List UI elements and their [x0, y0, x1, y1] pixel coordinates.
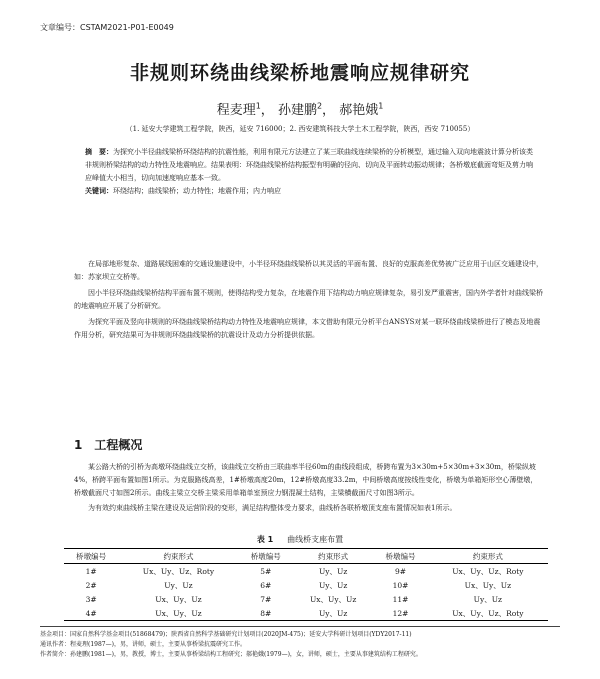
keywords: [85, 185, 535, 198]
author-name: 郝艳娥: [339, 103, 379, 118]
intro-paragraph: 在局部地形复杂、道路展线困难的交通设施建设中，小半径环绕曲线梁桥以其灵活的平面布置、良好的克服高差优势被广泛应用于山区交通建设中，如：苏家坝立交桥等。: [74, 260, 543, 281]
abstract-paragraph: [85, 146, 535, 185]
intro-paragraph: 为探究平面及竖向非规则的环绕曲线梁桥结构动力特性及地震响应规律，本文借助有限元分析平台ANSYS对某一联环绕曲线梁桥进行了模态及地震作用分析，研究结果可为非规则环绕曲线梁桥的抗震设计及动力分析提供依据。: [74, 318, 541, 339]
intro-paragraph: 因小半径环绕曲线梁桥结构平面布置不规则，使得结构受力复杂，在地震作用下结构动力响应规律复杂，易引发严重震害，国内外学者针对曲线梁桥的地震响应开展了分析研究。: [74, 289, 543, 310]
footnotes: [40, 626, 560, 660]
table-row: [64, 578, 548, 592]
column-header: 桥墩编号: [76, 551, 107, 561]
keywords-label: 关键词：: [85, 187, 113, 195]
table-cell: Ux、Uy、Uz: [309, 594, 357, 604]
table-caption: [0, 534, 600, 545]
table-cell: 12#: [392, 608, 409, 618]
author-name: 程麦理: [216, 103, 256, 118]
footnote-corresponding: 通讯作者：程麦理(1987—)，男，讲师，硕士，主要从事桥梁抗震研究工作。: [40, 641, 246, 648]
column-header: 约束形式: [318, 551, 349, 561]
table-cell: Uy、Uz: [318, 580, 348, 590]
table-cell: 6#: [260, 580, 272, 590]
abstract-label: 摘 要：: [85, 148, 113, 156]
abstract: [85, 146, 535, 198]
table-cell: 1#: [85, 566, 97, 576]
table-cell: 2#: [85, 580, 97, 590]
table-cell: 4#: [85, 608, 97, 618]
table-caption-text: 曲线桥支座布置: [287, 535, 344, 544]
author-line: 程麦理$^1$， 孙建鹏$^2$， 郝艳娥$^1$: [216, 101, 384, 118]
column-header: 桥墩编号: [250, 551, 281, 561]
section-paragraph: 为有效约束曲线桥主梁在建设及运营阶段的变形，满足结构整体受力要求，曲线桥各联桥墩顶支座布置情况如表1所示。: [88, 504, 457, 512]
table-cell: Ux、Uy、Uz、Roty: [452, 608, 524, 618]
table-cell: Ux、Uy、Uz、Roty: [142, 566, 215, 576]
column-header: 约束形式: [472, 551, 503, 561]
table-cell: 3#: [85, 594, 97, 604]
table-number: 表 1: [256, 535, 274, 544]
section-number: 1: [74, 438, 83, 452]
table-cell: Uy、Uz: [473, 594, 503, 604]
table-cell: 8#: [260, 608, 272, 618]
table-cell: 9#: [395, 566, 407, 576]
table-row: [64, 606, 548, 621]
table-header-row: [64, 549, 548, 564]
introduction: [74, 258, 544, 342]
table-cell: Ux、Uy、Uz: [464, 580, 512, 590]
table-cell: 7#: [260, 594, 272, 604]
abstract-text: 为探究小半径曲线梁桥环绕结构的抗震性能，利用有限元方法建立了某三联曲线连续梁桥的分析模型，通过输入双向地震波计算分析该类非规则桥梁结构的动力特性及地震响应。结果表明：环绕曲线梁桥结构振型有明确的径向、切向及平面转动振动规律；各桥墩底截面弯矩及剪力响应峰值大小相当，切向加速度响应基本一致。: [85, 148, 533, 182]
column-header: 约束形式: [163, 551, 194, 561]
table-cell: 5#: [260, 566, 272, 576]
table-row: [64, 564, 548, 579]
author-affil-mark: 1: [255, 101, 261, 111]
section-body: [74, 461, 544, 515]
affiliation: （1. 延安大学建筑工程学院，陕西，延安 716000；2. 西安建筑科技大学土木工程学院，陕西，西安 710055）: [125, 125, 475, 133]
table-cell: 11#: [392, 594, 409, 604]
paper-title: 非规则环绕曲线梁桥地震响应规律研究: [129, 62, 470, 84]
section-paragraph: 某公路大桥的引桥为高墩环绕曲线立交桥，该曲线立交桥由三联曲率半径60m的曲线段组成，桥跨布置为3×30m+5×30m+3×30m，桥梁纵坡4%，桥跨平面布置如图1所示。为克服路线高差，1#桥墩高度20m，12#桥墩高度33.2m，中间桥墩高度按线性变化，桥墩为单箱矩形空心薄壁墩，桥墩截面尺寸如图2所示。曲线主梁立交桥主梁采用单箱单室预应力钢混凝土结构，主梁横截面尺寸如图3所示。: [74, 463, 538, 497]
author-name: 孙建鹏: [277, 103, 317, 118]
bearing-layout-table: [64, 548, 548, 621]
table-cell: Uy、Uz: [318, 608, 348, 618]
table-cell: Uy、Uz: [318, 566, 348, 576]
table-cell: Ux、Uy、Uz、Roty: [452, 566, 524, 576]
table-cell: 10#: [392, 580, 409, 590]
table-cell: Ux、Uy、Uz: [155, 594, 202, 604]
column-header: 桥墩编号: [385, 551, 416, 561]
section-heading: [74, 436, 142, 453]
table-cell: Ux、Uy、Uz: [155, 608, 202, 618]
footnote-funding: 基金项目：国家自然科学基金项目(51868479)；陕西省自然科学基础研究计划项目(2020JM-475)；延安大学科研计划项目(YDY2017-11): [40, 631, 412, 638]
table-row: [64, 592, 548, 606]
author-affil-mark: 2: [316, 101, 323, 111]
footnote-author-bio: 作者简介：孙建鹏(1981—)，男，教授，博士，主要从事桥梁结构工程研究；郝艳娥(1979—)，女，讲师，硕士，主要从事建筑结构工程研究。: [40, 651, 422, 658]
author-affil-mark: 1: [378, 101, 384, 111]
article-number: 文章编号：CSTAM2021-P01-E0049: [40, 23, 174, 32]
keywords-text: 环绕结构；曲线梁桥；动力特性；地震作用；内力响应: [113, 187, 281, 195]
table-cell: Uy、Uz: [164, 580, 193, 590]
section-title: 工程概况: [94, 438, 143, 452]
